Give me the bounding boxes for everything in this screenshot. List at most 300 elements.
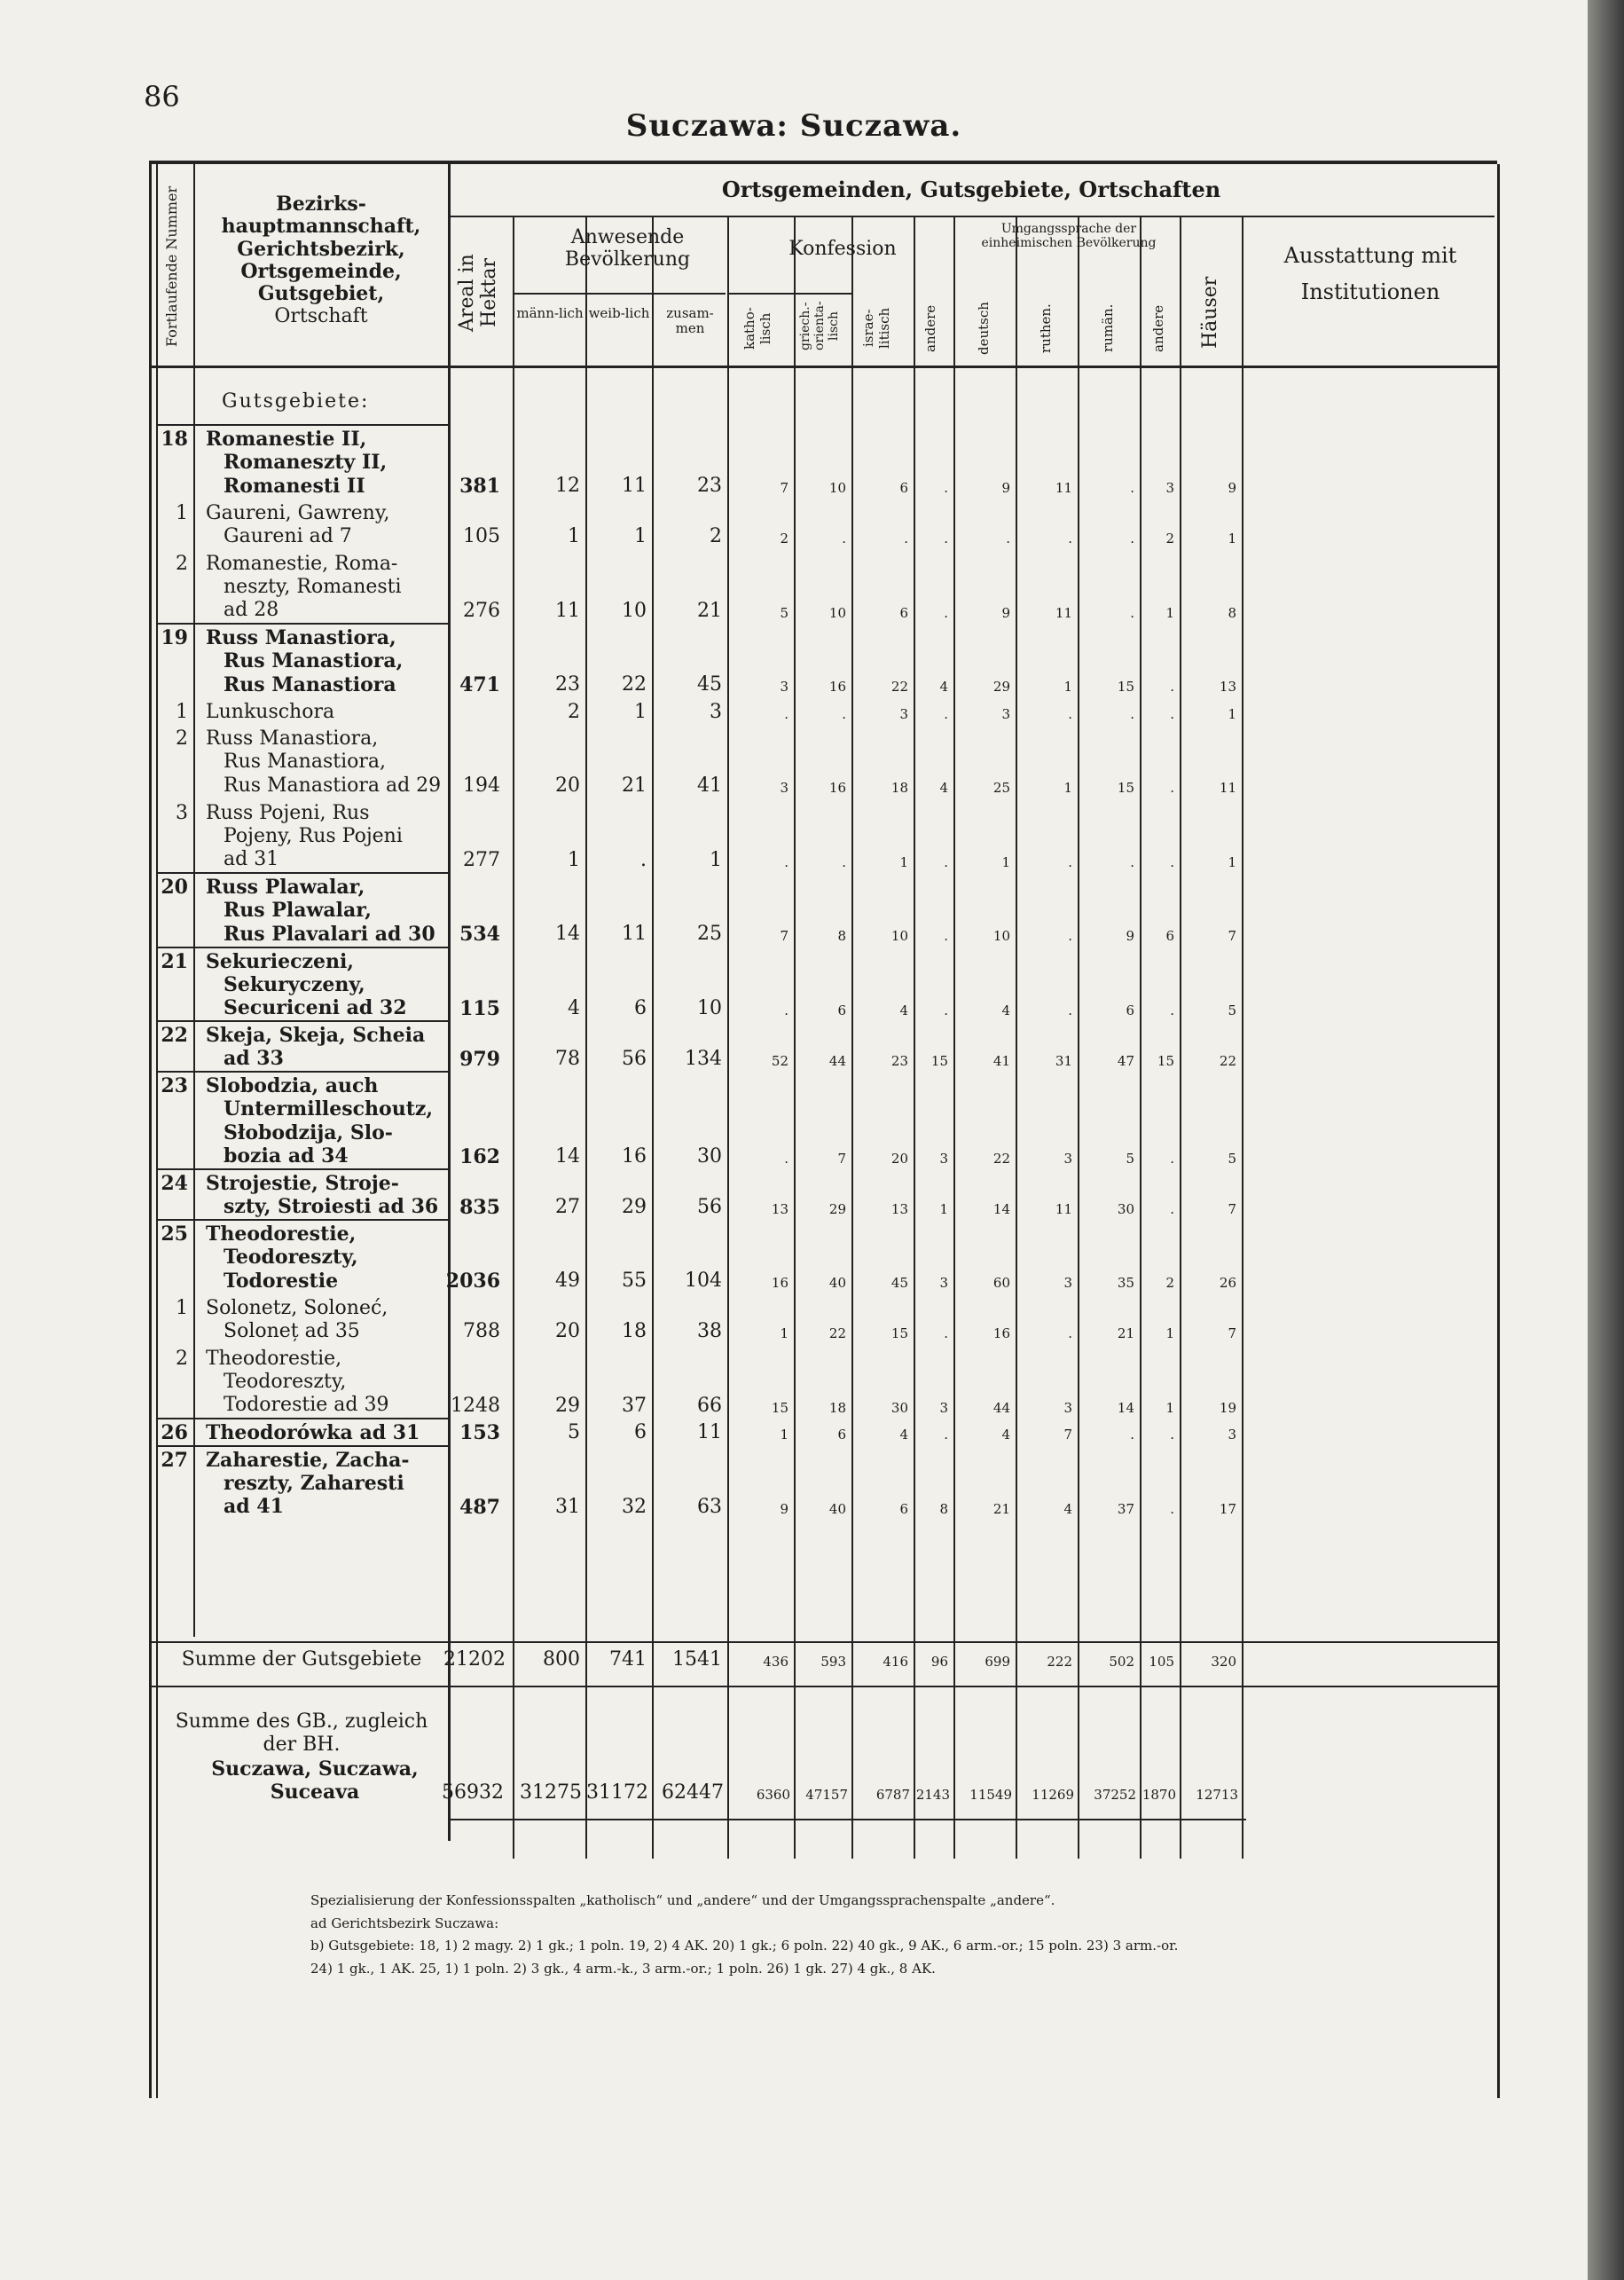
table-cell: 37 bbox=[622, 1394, 647, 1417]
table-cell: 7 bbox=[780, 480, 788, 496]
table-cell: 4 bbox=[899, 1002, 908, 1018]
sum-bezirk-line: Suceava bbox=[270, 1781, 360, 1804]
row-number: 1 bbox=[176, 501, 188, 524]
table-cell: . bbox=[944, 853, 948, 870]
table-cell: 10 bbox=[828, 604, 846, 621]
data-column-rule bbox=[1180, 217, 1181, 1859]
row-number: 18 bbox=[161, 428, 188, 451]
row-name bbox=[206, 950, 445, 1020]
table-cell: 471 bbox=[459, 673, 500, 696]
table-cell: 1248 bbox=[451, 1394, 500, 1417]
table-cell: 4 bbox=[1001, 1002, 1010, 1018]
table-cell: 979 bbox=[459, 1047, 500, 1071]
column-header-bezirk bbox=[197, 193, 445, 328]
sum-bezirk-line: Summe des GB., zugleich bbox=[175, 1710, 428, 1733]
table-cell: 55 bbox=[622, 1270, 647, 1292]
sum-cell: 21202 bbox=[443, 1648, 506, 1671]
table-cell: 11 bbox=[622, 475, 647, 497]
table-cell: 9 bbox=[1001, 604, 1010, 621]
sum-cell: 222 bbox=[1047, 1654, 1072, 1670]
row-name-line: Sekurieczeni, bbox=[206, 949, 354, 973]
table-cell: 63 bbox=[697, 1495, 722, 1518]
table-cell: 1 bbox=[634, 525, 647, 547]
table-cell: 8 bbox=[939, 1500, 948, 1517]
table-cell: 3 bbox=[1063, 1275, 1072, 1291]
table-cell: 78 bbox=[555, 1047, 580, 1070]
row-number: 23 bbox=[161, 1074, 188, 1097]
table-cell: 15 bbox=[930, 1052, 948, 1069]
sum-cell: 800 bbox=[543, 1648, 580, 1671]
table-cell: . bbox=[904, 531, 908, 546]
table-cell: . bbox=[1130, 705, 1134, 722]
row-name bbox=[206, 1223, 445, 1293]
table-cell: 29 bbox=[622, 1195, 647, 1218]
table-cell: 2 bbox=[568, 700, 580, 723]
sum-cell: 62447 bbox=[662, 1781, 724, 1804]
row-name-line: ad 31 bbox=[224, 848, 279, 871]
row-name-line: Rus Plawalar, bbox=[224, 899, 372, 923]
table-cell: 4 bbox=[568, 996, 580, 1019]
column-header-rumaen: rumän. bbox=[1100, 303, 1116, 353]
table-cell: 6 bbox=[1126, 1002, 1134, 1018]
row-name-line: Teodoreszty, bbox=[224, 1370, 347, 1393]
table-cell: . bbox=[1068, 531, 1072, 546]
table-left-rule bbox=[156, 164, 158, 2098]
table-cell: 22 bbox=[890, 679, 908, 695]
table-cell: 7 bbox=[1228, 928, 1236, 944]
row-name-line: Soloneț ad 35 bbox=[224, 1319, 360, 1342]
row-number: 3 bbox=[176, 801, 188, 824]
sum-cell: 56932 bbox=[442, 1781, 504, 1804]
row-group-rule bbox=[156, 947, 448, 948]
table-cell: . bbox=[784, 1002, 788, 1018]
table-cell: . bbox=[1170, 1200, 1174, 1217]
row-name-line: Todorestie ad 39 bbox=[224, 1394, 389, 1417]
table-cell: 1 bbox=[1228, 705, 1236, 722]
table-cell: 29 bbox=[828, 1200, 846, 1217]
table-cell: . bbox=[944, 928, 948, 944]
sum-cell: 11269 bbox=[1032, 1786, 1074, 1803]
table-cell: 6 bbox=[634, 1421, 647, 1443]
table-cell: . bbox=[1130, 531, 1134, 546]
header-bottom-rule bbox=[149, 366, 1497, 368]
table-cell: 31 bbox=[1055, 1052, 1072, 1069]
row-name-line: Zaharestie, Zacha- bbox=[206, 1448, 410, 1472]
table-cell: . bbox=[1006, 531, 1010, 546]
table-cell: 3 bbox=[939, 1150, 948, 1167]
table-cell: . bbox=[944, 1002, 948, 1018]
table-cell: . bbox=[640, 848, 647, 871]
table-cell: 3 bbox=[1001, 705, 1010, 722]
sum-bezirk-line: Suczawa, Suczawa, bbox=[211, 1757, 419, 1781]
table-cell: 26 bbox=[1219, 1275, 1236, 1291]
table-cell: 60 bbox=[992, 1275, 1010, 1291]
table-cell: 1 bbox=[568, 525, 580, 547]
table-cell: . bbox=[1170, 1002, 1174, 1018]
table-left-rule bbox=[149, 164, 152, 2098]
table-cell: 31 bbox=[555, 1495, 580, 1518]
row-name-line: ad 33 bbox=[224, 1047, 284, 1071]
column-header-israelitisch: israe-litisch bbox=[860, 307, 892, 350]
table-cell: 21 bbox=[1117, 1325, 1134, 1341]
row-name-line: Slobodzia, auch bbox=[206, 1074, 379, 1097]
data-column-rule bbox=[585, 217, 587, 1859]
table-cell: 1 bbox=[939, 1200, 948, 1217]
table-cell: . bbox=[1068, 928, 1072, 944]
table-cell: 1 bbox=[634, 700, 647, 723]
table-cell: . bbox=[1068, 705, 1072, 722]
column-header-konfession: Konfession bbox=[788, 238, 897, 260]
table-cell: 3 bbox=[1063, 1150, 1072, 1167]
table-cell: . bbox=[1130, 1427, 1134, 1443]
row-name-line: Rus Manastiora, bbox=[224, 649, 404, 673]
sum-cell: 31172 bbox=[586, 1781, 648, 1804]
table-cell: 4 bbox=[899, 1427, 908, 1443]
row-name-line: Pojeny, Rus Pojeni bbox=[224, 824, 403, 847]
column-header-zusammen: zusam-men bbox=[666, 305, 714, 337]
table-cell: 9 bbox=[1001, 480, 1010, 496]
table-cell: 23 bbox=[555, 673, 580, 696]
table-cell: 18 bbox=[622, 1320, 647, 1342]
table-cell: 1 bbox=[1165, 604, 1174, 621]
table-cell: 11 bbox=[1055, 1200, 1072, 1217]
table-cell: 487 bbox=[459, 1495, 500, 1519]
row-number: 22 bbox=[161, 1024, 188, 1047]
table-cell: 381 bbox=[459, 475, 500, 498]
table-cell: . bbox=[842, 853, 846, 870]
table-cell: 47 bbox=[1117, 1052, 1134, 1069]
table-cell: . bbox=[1068, 1002, 1072, 1018]
row-name bbox=[206, 701, 445, 724]
table-cell: 22 bbox=[1219, 1052, 1236, 1069]
table-cell: 38 bbox=[697, 1320, 722, 1342]
table-cell: 8 bbox=[1228, 604, 1236, 621]
row-name-line: Gaureni ad 7 bbox=[224, 524, 352, 547]
table-cell: 10 bbox=[890, 928, 908, 944]
row-name-line: Rus Manastiora, bbox=[224, 751, 386, 774]
column-header-nr: Fortlaufende Nummer bbox=[163, 185, 180, 347]
table-cell: . bbox=[1130, 853, 1134, 870]
sum-gutsgebiete-label: Summe der Gutsgebiete bbox=[181, 1648, 422, 1671]
table-cell: 14 bbox=[992, 1200, 1010, 1217]
table-cell: 56 bbox=[622, 1047, 647, 1070]
row-name-line: Rus Manastiora ad 29 bbox=[224, 774, 442, 797]
row-name-line: ad 41 bbox=[224, 1495, 284, 1519]
row-name bbox=[206, 1449, 445, 1519]
table-cell: 3 bbox=[1165, 480, 1174, 496]
column-header-andere: andere bbox=[922, 304, 938, 352]
table-cell: 1 bbox=[568, 848, 580, 871]
table-cell: 16 bbox=[622, 1144, 647, 1168]
data-column-rule bbox=[1140, 217, 1142, 1859]
table-cell: 11 bbox=[697, 1421, 722, 1443]
row-name-line: neszty, Romanesti bbox=[224, 575, 402, 598]
row-number: 1 bbox=[176, 700, 188, 723]
table-cell: 15 bbox=[1117, 679, 1134, 695]
table-cell: . bbox=[1170, 679, 1174, 695]
column-header-andere-sprache: andere bbox=[1150, 304, 1166, 352]
row-group-rule bbox=[156, 1071, 448, 1073]
table-cell: 41 bbox=[697, 774, 722, 797]
table-cell: 534 bbox=[459, 923, 500, 946]
nr-column-rule bbox=[193, 164, 195, 1637]
row-number: 24 bbox=[161, 1172, 188, 1195]
row-name bbox=[206, 502, 445, 549]
table-cell: 10 bbox=[697, 996, 722, 1019]
table-cell: 5 bbox=[1228, 1150, 1236, 1167]
table-cell: 30 bbox=[1117, 1200, 1134, 1217]
table-cell: 23 bbox=[697, 475, 722, 497]
row-group-rule bbox=[156, 1418, 448, 1419]
table-cell: . bbox=[1170, 780, 1174, 796]
row-number: 2 bbox=[176, 1347, 188, 1370]
table-cell: 2 bbox=[780, 531, 788, 546]
table-cell: 16 bbox=[992, 1325, 1010, 1341]
column-header-haeuser: Häuser bbox=[1199, 276, 1221, 350]
table-cell: . bbox=[944, 480, 948, 496]
row-name-line: Strojestie, Stroje- bbox=[206, 1172, 399, 1195]
footnote-line: 24) 1 gk., 1 AK. 25, 1) 1 poln. 2) 3 gk., 4 arm.-k., 3 arm.-or.; 1 poln. 26) 1 gk. 27) 4 gk., 8 AK. bbox=[310, 1960, 936, 1977]
table-cell: . bbox=[784, 705, 788, 722]
table-cell: 3 bbox=[899, 705, 908, 722]
sum-cell: 1870 bbox=[1142, 1786, 1176, 1803]
sum-cell: 37252 bbox=[1094, 1786, 1136, 1803]
column-header-bezirk-line: Bezirks- bbox=[276, 193, 366, 216]
row-name-line: Untermilleschoutz, bbox=[224, 1097, 434, 1121]
table-cell: 22 bbox=[622, 673, 647, 696]
row-number: 1 bbox=[176, 1296, 188, 1319]
table-cell: 105 bbox=[463, 525, 500, 547]
table-cell: 14 bbox=[1117, 1399, 1134, 1416]
table-cell: 45 bbox=[697, 673, 722, 696]
header-rule bbox=[448, 216, 1495, 217]
row-group-rule bbox=[156, 623, 448, 625]
table-cell: 20 bbox=[890, 1150, 908, 1167]
table-cell: . bbox=[944, 1427, 948, 1443]
row-group-rule bbox=[156, 1168, 448, 1170]
table-cell: 9 bbox=[1228, 480, 1236, 496]
table-cell: 276 bbox=[463, 599, 500, 622]
row-name-line: Solonetz, Soloneć, bbox=[206, 1296, 388, 1319]
table-cell: . bbox=[1170, 1150, 1174, 1167]
column-header-griech-orient: griech.-orienta-lisch bbox=[798, 301, 841, 351]
table-cell: 8 bbox=[837, 928, 846, 944]
sum-cell: 699 bbox=[985, 1654, 1010, 1670]
table-cell: 3 bbox=[710, 700, 722, 723]
row-name-line: szty, Stroiesti ad 36 bbox=[224, 1195, 439, 1219]
table-cell: . bbox=[784, 1150, 788, 1167]
table-cell: 1 bbox=[1165, 1325, 1174, 1341]
section-label: Gutsgebiete: bbox=[222, 390, 370, 413]
table-cell: 17 bbox=[1219, 1500, 1236, 1517]
table-cell: 25 bbox=[697, 923, 722, 945]
table-cell: 21 bbox=[992, 1500, 1010, 1517]
table-cell: 4 bbox=[1001, 1427, 1010, 1443]
table-top-rule bbox=[149, 161, 1497, 164]
table-cell: 27 bbox=[555, 1195, 580, 1218]
row-name-line: ad 28 bbox=[224, 599, 279, 622]
table-cell: 1 bbox=[1063, 780, 1072, 796]
table-cell: . bbox=[1170, 853, 1174, 870]
table-cell: . bbox=[1130, 604, 1134, 621]
table-cell: 13 bbox=[890, 1200, 908, 1217]
table-cell: 10 bbox=[828, 480, 846, 496]
table-cell: 5 bbox=[1228, 1002, 1236, 1018]
row-name-line: Rus Plavalari ad 30 bbox=[224, 922, 435, 946]
page-number: 86 bbox=[144, 80, 180, 114]
row-name bbox=[206, 1348, 445, 1418]
sum-rule bbox=[149, 1686, 1497, 1687]
table-cell: 7 bbox=[837, 1150, 846, 1167]
table-cell: 7 bbox=[1228, 1200, 1236, 1217]
table-cell: 1 bbox=[780, 1427, 788, 1443]
table-cell: 11 bbox=[1055, 480, 1072, 496]
table-cell: 1 bbox=[1228, 531, 1236, 546]
table-cell: 6 bbox=[634, 996, 647, 1019]
table-cell: 115 bbox=[459, 996, 500, 1020]
column-header-anwesend: Anwesende Bevölkerung bbox=[564, 226, 691, 271]
table-cell: 15 bbox=[1117, 780, 1134, 796]
table-cell: 4 bbox=[1063, 1500, 1072, 1517]
table-cell: 21 bbox=[697, 599, 722, 622]
row-name-line: bozia ad 34 bbox=[224, 1144, 349, 1168]
page-edge-shadow bbox=[1588, 0, 1624, 2280]
table-cell: 16 bbox=[828, 679, 846, 695]
table-cell: 104 bbox=[685, 1270, 722, 1292]
table-cell: 14 bbox=[555, 923, 580, 945]
data-column-rule bbox=[794, 217, 796, 1859]
data-column-rule bbox=[953, 217, 955, 1859]
column-header-bezirk-line: Gutsgebiet, bbox=[257, 282, 385, 306]
row-name bbox=[206, 626, 445, 696]
table-cell: 18 bbox=[890, 780, 908, 796]
table-cell: 49 bbox=[555, 1270, 580, 1292]
table-cell: 16 bbox=[828, 780, 846, 796]
table-cell: . bbox=[842, 705, 846, 722]
table-cell: 3 bbox=[1228, 1427, 1236, 1443]
table-cell: 40 bbox=[828, 1275, 846, 1291]
column-header-deutsch: deutsch bbox=[976, 302, 992, 355]
table-cell: 25 bbox=[992, 780, 1010, 796]
table-cell: . bbox=[944, 1325, 948, 1341]
sum-cell: 31275 bbox=[520, 1781, 582, 1804]
table-cell: 13 bbox=[1219, 679, 1236, 695]
table-cell: 35 bbox=[1117, 1275, 1134, 1291]
table-cell: 277 bbox=[463, 848, 500, 871]
row-number: 26 bbox=[161, 1421, 188, 1444]
sum-cell: 436 bbox=[763, 1654, 788, 1670]
table-cell: 835 bbox=[459, 1195, 500, 1219]
sum-rule bbox=[448, 1819, 1246, 1820]
sum-cell: 47157 bbox=[805, 1786, 848, 1803]
table-cell: 29 bbox=[555, 1394, 580, 1417]
table-cell: 2 bbox=[1165, 1275, 1174, 1291]
table-cell: 3 bbox=[939, 1399, 948, 1416]
table-cell: 1 bbox=[1063, 679, 1072, 695]
table-cell: 6 bbox=[1165, 928, 1174, 944]
row-number: 21 bbox=[161, 949, 188, 973]
footnote-line: b) Gutsgebiete: 18, 1) 2 magy. 2) 1 gk.; 1 poln. 19, 2) 4 AK. 20) 1 gk.; 6 poln. 22) 40 gk., 9 AK., 6 arm.-or.; 15 poln. 23) 3 arm.-or. bbox=[310, 1938, 1179, 1954]
table-cell: 30 bbox=[890, 1399, 908, 1416]
sum-cell: 741 bbox=[609, 1648, 647, 1671]
row-name bbox=[206, 802, 445, 872]
table-cell: 22 bbox=[828, 1325, 846, 1341]
table-cell: 11 bbox=[555, 599, 580, 622]
table-cell: 6 bbox=[899, 604, 908, 621]
table-cell: 4 bbox=[939, 780, 948, 796]
table-cell: . bbox=[1130, 480, 1134, 496]
table-cell: . bbox=[1170, 1500, 1174, 1517]
table-cell: 1 bbox=[780, 1325, 788, 1341]
row-name-line: Todorestie bbox=[224, 1269, 339, 1293]
sum-cell: 502 bbox=[1109, 1654, 1134, 1670]
table-cell: 13 bbox=[771, 1200, 788, 1217]
table-cell: 2 bbox=[710, 525, 722, 547]
table-cell: 1 bbox=[899, 853, 908, 870]
row-name-line: Securiceni ad 32 bbox=[224, 996, 407, 1020]
column-header-ausstattung: Ausstattung mit Institutionen bbox=[1283, 243, 1457, 304]
table-cell: 14 bbox=[555, 1144, 580, 1168]
row-name-line: Skeja, Skeja, Scheia bbox=[206, 1024, 426, 1047]
row-number: 19 bbox=[161, 626, 188, 649]
table-cell: 44 bbox=[828, 1052, 846, 1069]
table-cell: 3 bbox=[939, 1275, 948, 1291]
column-header-ortsgemeinden: Ortsgemeinden, Gutsgebiete, Ortschaften bbox=[721, 177, 1221, 202]
table-cell: . bbox=[944, 705, 948, 722]
table-cell: 7 bbox=[780, 928, 788, 944]
table-cell: 194 bbox=[463, 774, 500, 797]
row-name bbox=[206, 1421, 445, 1444]
data-column-rule bbox=[652, 217, 654, 1859]
row-group-rule bbox=[156, 424, 448, 426]
sum-cell: 593 bbox=[820, 1654, 846, 1670]
row-name bbox=[206, 876, 445, 946]
column-header-katholisch: katho-lisch bbox=[741, 307, 773, 350]
column-header-bezirk-line: hauptmannschaft, bbox=[221, 215, 421, 239]
row-group-rule bbox=[156, 872, 448, 874]
column-header-bezirk-line: Ortschaft bbox=[274, 305, 368, 328]
table-cell: 21 bbox=[622, 774, 647, 797]
table-cell: 153 bbox=[459, 1421, 500, 1444]
row-name-line: Gaureni, Gawreny, bbox=[206, 501, 390, 524]
table-cell: 52 bbox=[771, 1052, 788, 1069]
page-title: Suczawa: Suczawa. bbox=[625, 108, 962, 144]
footnote-line: ad Gerichtsbezirk Suczawa: bbox=[310, 1914, 499, 1931]
table-cell: 45 bbox=[890, 1275, 908, 1291]
row-name bbox=[206, 1074, 445, 1168]
sum-cell: 105 bbox=[1149, 1654, 1174, 1670]
table-cell: 30 bbox=[697, 1144, 722, 1168]
sum-cell: 12713 bbox=[1196, 1786, 1238, 1803]
table-cell: . bbox=[944, 531, 948, 546]
table-cell: 15 bbox=[771, 1399, 788, 1416]
column-header-bezirk-line: Ortsgemeinde, bbox=[240, 259, 402, 283]
table-cell: 10 bbox=[622, 599, 647, 622]
row-number: 2 bbox=[176, 727, 188, 750]
table-cell: 29 bbox=[992, 679, 1010, 695]
table-cell: 19 bbox=[1219, 1399, 1236, 1416]
row-name-line: Romanestie II, bbox=[206, 428, 367, 451]
row-name-line: Teodoreszty, bbox=[224, 1246, 358, 1270]
table-cell: 6 bbox=[837, 1427, 846, 1443]
table-cell: 11 bbox=[1219, 780, 1236, 796]
table-cell: 18 bbox=[828, 1399, 846, 1416]
row-name-line: Theodorówka ad 31 bbox=[206, 1421, 420, 1444]
table-cell: 15 bbox=[1157, 1052, 1174, 1069]
row-group-rule bbox=[156, 1219, 448, 1221]
table-cell: 20 bbox=[555, 774, 580, 797]
table-cell: 7 bbox=[1228, 1325, 1236, 1341]
